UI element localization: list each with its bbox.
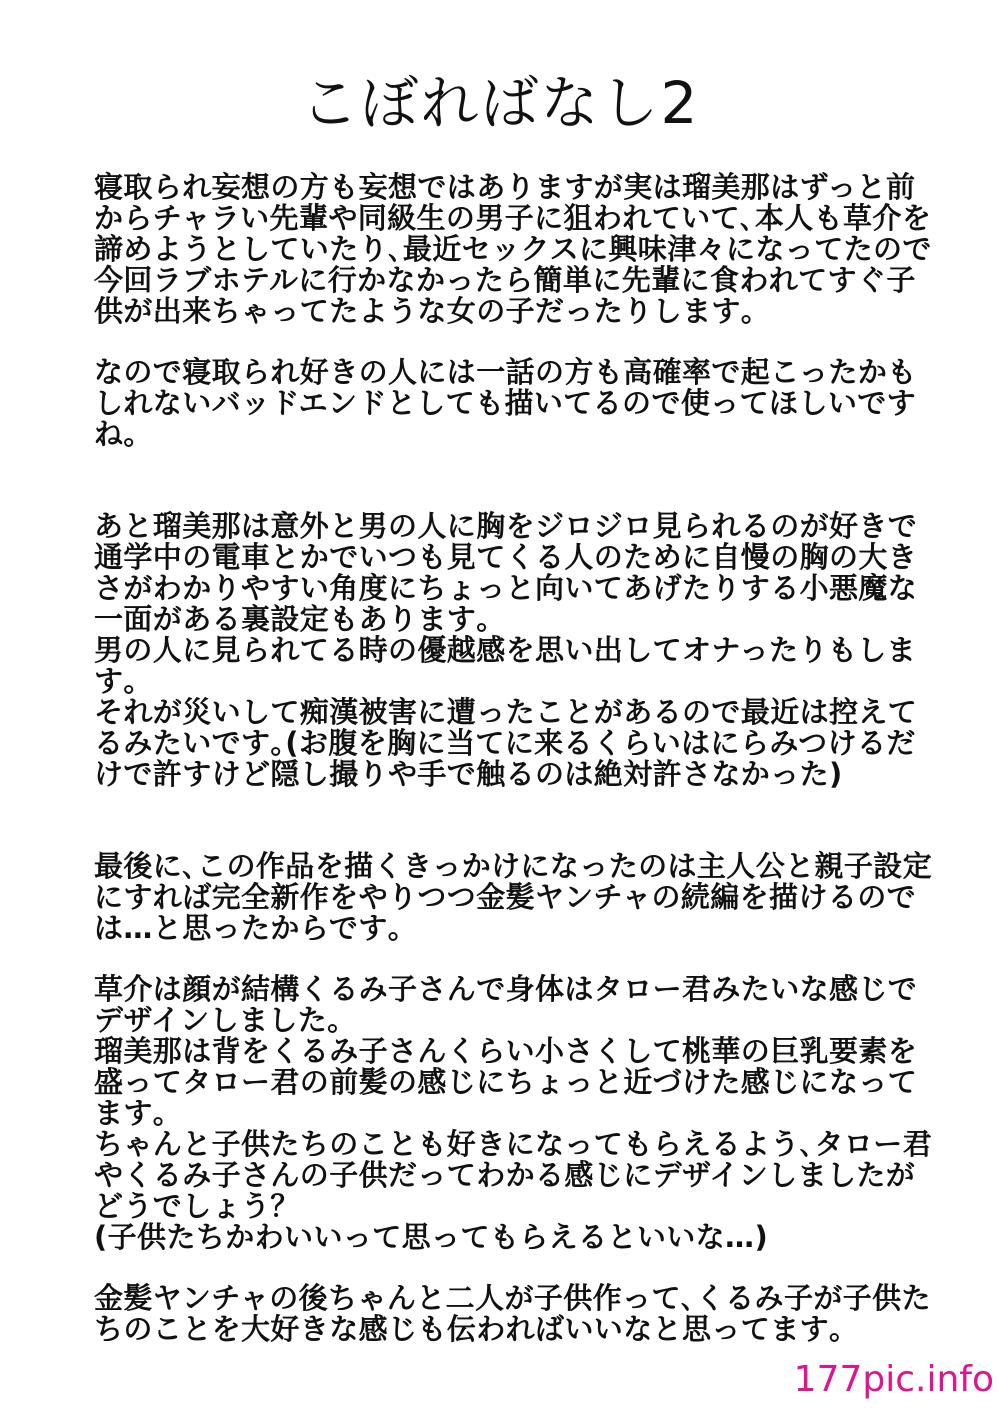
text-line: (子供たちかわいいって思ってもらえるといいな…) [94,1220,769,1254]
watermark: 177pic.info [793,1359,994,1400]
text-line: 寝取られ妄想の方も妄想ではありますが実は瑠美那はずっと前 [94,170,916,204]
text-line: 通学中の電車とかでいつも見てくる人のために自慢の胸の大き [94,540,918,574]
text-line: 盛ってタロー君の前髪の感じにちょっと近づけた感じになって [94,1065,918,1099]
text-line: 諦めようとしていたり､最近セックスに興味津々になってたので [94,232,932,266]
text-line: ます｡ [94,1096,168,1130]
paragraph-gap [94,450,924,511]
text-line: るみたいです｡(お腹を胸に当てに来るくらいはにらみつけるだ [94,726,916,760]
text-line: さがわかりやすい角度にちょっと向いてあげたりする小悪魔な [94,571,918,605]
text-line: 一面がある裏設定もあります｡ [94,602,492,636]
text-line: す｡ [94,664,139,698]
paragraph-5 [94,972,933,1254]
page-title: こぼればなし2 [300,69,700,137]
text-line: 今回ラブホテルに行かなかったら簡単に先輩に食われてすぐ子 [94,263,916,297]
text-line: なので寝取られ好きの人には一話の方も高確率で起こったかも [94,355,917,389]
text-line: 男の人に見られてる時の優越感を思い出してオナったりもしま [94,633,917,667]
text-line: ちゃんと子供たちのことも好きになってもらえるよう､タロー君 [94,1127,933,1161]
paragraph-4 [94,849,933,945]
paragraph-3 [94,511,924,790]
text-line: ちのことを大好きな感じも伝わればいいなと思ってます｡ [94,1312,844,1346]
text-line: からチャラい先輩や同級生の男子に狙われていて､本人も草介を [94,201,932,235]
paragraph-2 [94,357,924,450]
text-line: にすれば完全新作をやりつつ金髪ヤンチャの続編を描けるので [94,880,917,914]
paragraph-gap [94,944,924,974]
text-line: 瑠美那は背をくるみ子さんくらい小さくして桃華の巨乳要素を [94,1034,918,1068]
paragraph-gap [94,327,924,357]
text-line: ね｡ [94,417,139,451]
text-line: しれないバッドエンドとしても描いてるので使ってほしいです [94,386,917,420]
text-line: 供が出来ちゃってたような女の子だったりします｡ [94,294,756,328]
text-line: 草介は顔が結構くるみ子さんで身体はタロー君みたいな感じで [94,972,918,1006]
text-line: どうでしょう？ [94,1189,300,1223]
text-line: デザインしました｡ [94,1003,343,1037]
paragraph-gap [94,790,924,851]
text-line: は…と思ったからです｡ [94,911,403,945]
paragraph-1 [94,170,932,328]
paragraph-6 [94,1281,931,1346]
text-line: 最後に､この作品を描くきっかけになったのは主人公と親子設定 [94,849,933,883]
text-line: やくるみ子さんの子供だってわかる感じにデザインしましたが [94,1158,916,1192]
text-line: それが災いして痴漢被害に遭ったことがあるので最近は控えて [94,695,918,729]
text-line: けで許すけど隠し撮りや手で触るのは絶対許さなかった) [94,757,843,791]
text-line: 金髪ヤンチャの後ちゃんと二人が子供作って､くるみ子が子供た [94,1281,931,1315]
paragraph-gap [94,1253,924,1283]
body-text [94,170,933,1346]
text-line: あと瑠美那は意外と男の人に胸をジロジロ見られるのが好きで [94,509,918,543]
